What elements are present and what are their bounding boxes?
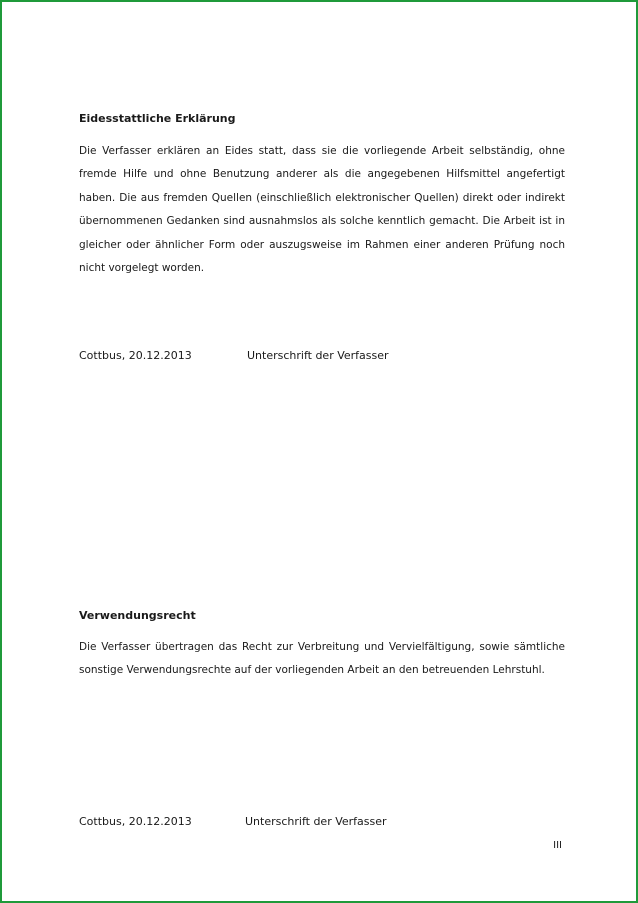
declaration-signature-label: Unterschrift der Verfasser (247, 349, 389, 362)
page-number: III (553, 840, 562, 851)
declaration-paragraph: Die Verfasser erklären an Eides statt, dass sie die vorliegende Arbeit selbständig, ohne fremde Hilfe und ohne Benutzung anderer als die angegebenen Hilfsmittel angefertigt haben. Die aus fremden Quellen (einschließlich elektronischer Quellen) direkt oder indirekt übernommenen Gedanken sind ausnahmslos als solche kenntlich gemacht. Die Arbeit ist in gleicher oder ähnlicher Form oder auszugsweise im Rahmen einer anderen Prüfung noch nicht vorgelegt worden. (79, 145, 565, 275)
declaration-heading: Eidesstattliche Erklärung (79, 112, 236, 125)
declaration-place-date: Cottbus, 20.12.2013 (79, 349, 192, 362)
usage-rights-heading: Verwendungsrecht (79, 609, 196, 622)
usage-rights-signature-label: Unterschrift der Verfasser (245, 815, 387, 828)
usage-rights-place-date: Cottbus, 20.12.2013 (79, 815, 192, 828)
usage-rights-paragraph: Die Verfasser übertragen das Recht zur Verbreitung und Vervielfältigung, sowie sämtliche sonstige Verwendungsrechte auf der vorliegenden Arbeit an den betreuenden Lehrstuhl. (79, 641, 565, 677)
